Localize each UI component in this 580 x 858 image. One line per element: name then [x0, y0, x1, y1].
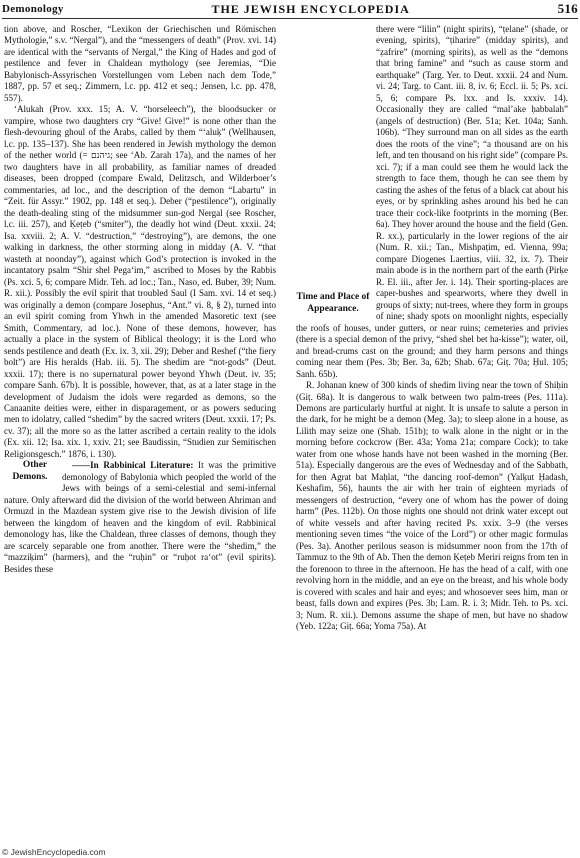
paragraph: ‘Alukah (Prov. xxx. 15; A. V. “horseleech”), the bloodsucker or vampire, whose two daughters cry “Give! Give!” is none other than the flesh-devouring ghoul of the Arabs, called by them “‘aluḳ” (Wellhausen, l.c. pp. 135–137). She has been rendered in Jewish mythology the demon of the nether world (= גיהנם; see ‘Ab. Zarah 17a), and the names of her two daughters have in all probability, as familiar names of dreaded diseases, been dropped (compare Ewald, Delitzsch, and Wilderboer’s commentaries, ad loc., and the description of the demon “Labartu” in “Zeit. für Assyr.” 1902, pp. 148 et seq.). Deber (“pestilence”), originally the death-dealing sting of the midsummer sun-god Nergal (see Roscher, l.c. iii. 257), and Ḳeṭeb (“smiter”), the deadly hot wind (Deut. xxxii. 24; Isa. xxviii. 2; A. V. “destruction,” “destroying”), are demons, the one walking in darkness, the other storming along in midday (A. V. “that wasteth at noonday”), against which God’s protection is invoked in the incantatory psalm “Shir shel Pega‘im,” ascribed to Moses by the Rabbis (Ps. xci. 5, 6; compare Midr. Teh. ad loc.; Tan., Naso, ed. Buber, 39; Num. R. xii.). Possibly the evil spirit that troubled Saul (I Sam. xvi. 14 et seq.) was originally a demon (compare Josephus, “Ant.” vi. 8, § 2), turned into an evil spirit coming from Yhwh in the amended Masoretic text (see Smith, Commentary, ad loc.). None of these demons, however, has actually a place in the system of Biblical theology; it is the Lord who sends pestilence and death (Ex. ix. 3, xii. 29); Deber and Reshef (“the fiery bolt”) are His heralds (Hab. iii. 5). The shedim are “not-gods” (Deut. xxxii. 17); there is no supernatural power beyond Yhwh (Deut. iv. 35; compare Sanh. 67b). It is possible, however, that, as at a later stage in the development of Judaism the idols were regarded as demons, so the Canaanite deities were, either in disparagement, or as powers seducing men to idolatry, called “shedim” by the sacred writers (Deut. xxxii. 17; Ps. cv. 37); all the more so as the latter ascribed a certain reality to the idols (Ex. xii. 12; Isa. xix. 1, xxiv. 21; see Baudissin, “Studien zur Semitischen Religionsgesch.” 1876, i. 130).: [4, 104, 276, 459]
page-number: 516: [557, 1, 578, 16]
paragraph: tion above, and Roscher, “Lexikon der Griechischen und Römischen Mythologie,” s.v. “Nergal”), and the “messengers of death” (Prov. xvi. 14) are identical with the “servants of Nergal,” the King of Hades and god of pestilence and fever in Chaldean mythology (see Jeremias, “Die Babylonisch-Assyrischen Vorstellungen vom Leben nach dem Tode,” 1887, pp. 57 et seq.; Zimmern, l.c. pp. 412 et seq.; Jensen, l.c. pp. 478, 557).: [4, 24, 276, 103]
right-column: [296, 24, 568, 840]
marginal-heading: Other Demons.: [12, 460, 48, 482]
page-header: [2, 0, 578, 19]
section-heading: ——In Rabbinical Literature:: [72, 460, 194, 471]
running-head-title: THE JEWISH ENCYCLOPEDIA: [211, 1, 410, 16]
left-column: [4, 24, 276, 840]
paragraph: R. Johanan knew of 300 kinds of shedim living near the town of Shiḥin (Giṭ. 68a). It is dangerous to walk between two palm-trees (Pes. 111a). Demons are particularly hurtful at night. It is unsafe to salute a person in the dark, for he might be a demon (Meg. 3a); to sleep alone in a house, as Lilith may seize one (Shab. 151b); to walk alone in the night or in the morning before cockcrow (Ber. 43a; Yoma 21a; compare Cock); to take water from one whose hands have not been washed in the morning (Ber. 51a). Especially dangerous are the eves of Wednesday and of the Sabbath, for then Agrat bat Maḥlat, “the dancing roof-demon” (Yalḳut Ḥadash, Keshafim, 56), haunts the air with her train of eighteen myriads of messengers of destruction, “every one of whom has the power of doing harm” (Pes. 112b). On those nights one should not drink water except out of white vessels and after having recited Ps. xxix. 3–9 (the verses mentioning seven times “the voice of the Lord”) or other magic formulas (Pes. 3a). Another perilous season is midsummer noon from the 17th of Tammuz to the 9th of Ab. Then the demon Ḳeṭeb Meriri reigns from ten in the forenoon to three in the afternoon. He has the head of a calf, with one revolving horn in the middle, and an eye on the breast, and his whole body is covered with scales and hair and eyes; and whosoever sees him, man or beast, falls down and expires (Pes. 3b; Lam. R. i. 3; Midr. Teh. to Ps. xci. 3; Num. R. xii.). Demons assume the shape of men, but have no shadow (Yeb. 122a; Giṭ. 66a; Yoma 75a). At: [296, 380, 568, 632]
marginal-heading: Time and Place of Appearance.: [296, 292, 370, 314]
paragraph: [4, 460, 276, 575]
copyright-footer: © JewishEncyclopedia.com: [2, 847, 106, 857]
paragraph-body: It was the primitive demonology of Babylonia which peopled the world of the Jews with beings of a semi-celestial and semi-infernal nature. Only afterward did the division of the world between Ahriman and Ormuzd in the Mazdean system give rise to the Jewish division of life between the kingdom of heaven and the kingdom of evil. Rabbinical demonology has, like the Chaldean, three classes of demons, though they are scarcely separable one from another. There were the “shedim,” the “mazziḳim” (harmers), and the “ruḥin” or “ruḥot ra‘ot” (evil spirits). Besides these: [4, 460, 276, 574]
running-head-left: Demonology: [2, 3, 64, 15]
paragraph: there were “lilin” (night spirits), “ṭelane” (shade, or evening, spirits), “ṭiharire” (midday spirits), and “ẓafrire” (morning spirits), as well as the “demons that bring famine” and “such as cause storm and earthquake” (Targ. Yer. to Deut. xxxii. 24 and Num. vi. 24; Targ. to Cant. iii. 8, iv. 6; Eccl. ii. 5; Ps. xci. 5, 6; compare Ps. lxx. and Is. xxxiv. 14). Occasionally they are called “mal’ake ḥabbalah” (angels of destruction) (Ber. 51a; Ket. 104a; Sanh. 106b). “They surround man on all sides as the earth does the roots of the vine”; “a thousand are on his left, and ten thousand on his right side” (compare Ps. xci. 7); if a man could see them he would lack the strength to face them, though he can see them by casting the ashes of the fetus of a black cat about his eyes, or by sprinkling ashes around his bed he can trace their cock-like footprints in the morning (Ber. 6a). They hover around the house and the field (Gen. R. xx.), particularly in the lower regions of the air (Num. R. xii.; Tan., Mishpaṭim, ed. Vienna, 99a; compare Diogenes Laertius, viii. 32, ix. 7). Their main abode is in the northern part of the earth (Pirḳe R. El. iii., after Jer. i. 14). Their sporting-places are caper-bushes and spearworts, where they dwell in groups of sixty; nut-trees, where they form in groups of nine; shady spots on moonlight nights, especially the roofs of houses, under gutters, or near ruins; cemeteries and privies (there is a special demon of the privy, “shed shel bet ha-kisse”); water, oil, and bread-crums cast on the ground; and they harm persons and things coming near them (Pes. 3b; Ber. 3a, 62b; Shab. 67a; Giṭ. 70a; Ḥul. 105; Sanh. 65b).: [296, 24, 568, 379]
